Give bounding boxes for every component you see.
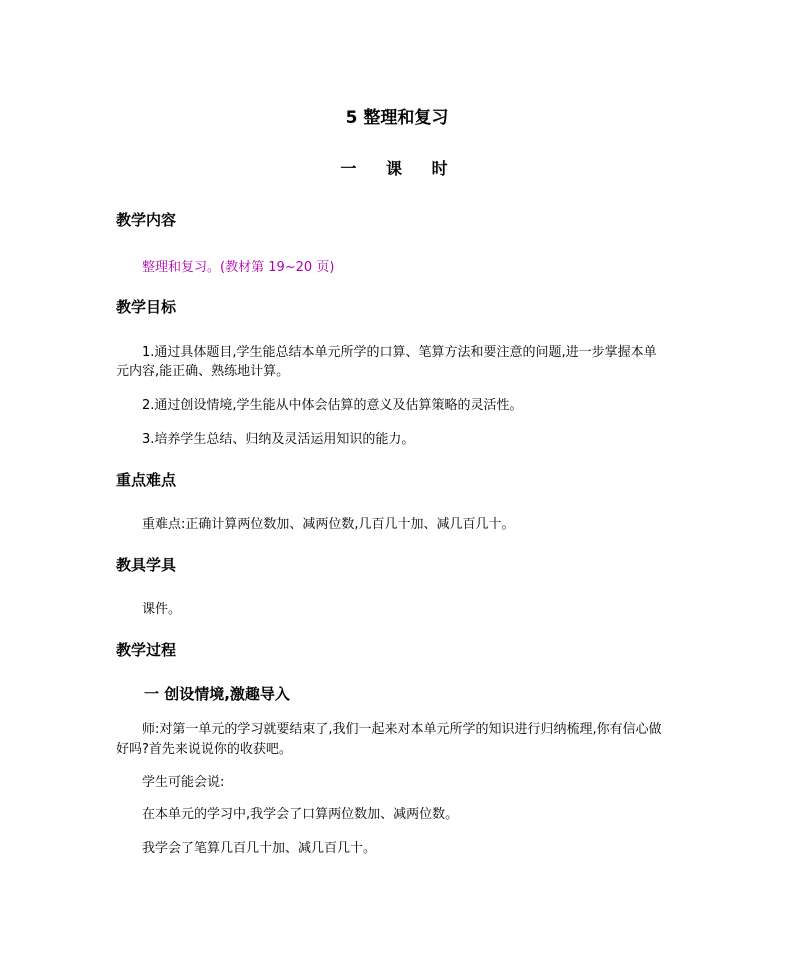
content-text: 整理和复习。(教材第 19~20 页)	[142, 260, 335, 275]
process-paragraph-4: 我学会了笔算几百几十加、减几百几十。	[142, 841, 377, 856]
key-points-text: 重难点:正确计算两位数加、减两位数,几百几十加、减几百几十。	[142, 517, 515, 532]
tools-text: 课件。	[142, 602, 182, 617]
goal-item-2: 2.通过创设情境,学生能从中体会估算的意义及估算策略的灵活性。	[142, 398, 523, 413]
goal-item-3: 3.培养学生总结、归纳及灵活运用知识的能力。	[142, 432, 415, 447]
section-heading-content: 教学内容	[116, 211, 177, 229]
document-subtitle: 一 课 时	[340, 159, 454, 178]
section-heading-key-points: 重点难点	[116, 471, 177, 489]
process-paragraph-2: 学生可能会说:	[142, 775, 225, 790]
document-title: 5 整理和复习	[345, 108, 449, 128]
process-paragraph-1-line-2: 好吗?首先来说说你的收获吧。	[116, 742, 292, 757]
goal-item-1-line-2: 元内容,能正确、熟练地计算。	[116, 364, 290, 379]
section-heading-goals: 教学目标	[116, 298, 177, 316]
goal-item-1-line-1: 1.通过具体题目,学生能总结本单元所学的口算、笔算方法和要注意的问题,进一步掌握本单	[142, 345, 657, 360]
section-heading-tools: 教具学具	[116, 556, 177, 574]
section-heading-process: 教学过程	[116, 641, 177, 659]
process-paragraph-1-line-1: 师:对第一单元的学习就要结束了,我们一起来对本单元所学的知识进行归纳梳理,你有信心做	[142, 722, 662, 737]
process-step-1-title: 一 创设情境,激趣导入	[144, 685, 290, 703]
process-paragraph-3: 在本单元的学习中,我学会了口算两位数加、减两位数。	[142, 807, 459, 822]
